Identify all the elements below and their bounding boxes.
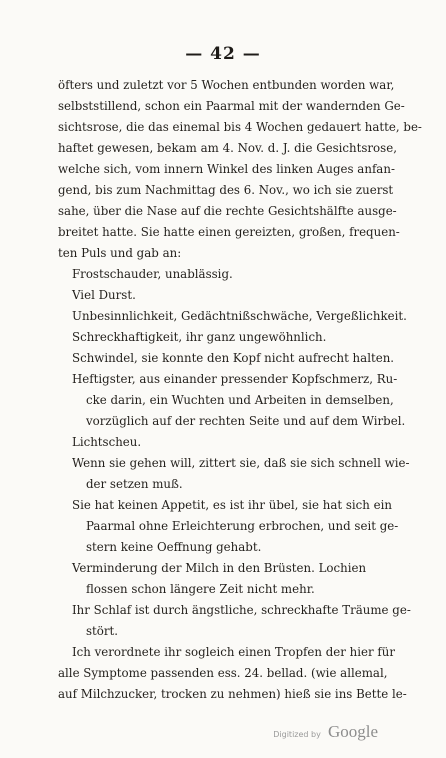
page-number: — 42 —: [185, 44, 261, 64]
text-line: selbststillend, schon ein Paarmal mit der wandernden Ge-: [58, 99, 405, 113]
text-line: Paarmal ohne Erleichterung erbrochen, und seit ge-: [86, 519, 399, 533]
watermark-prefix: Digitized by: [273, 730, 321, 739]
text-line: sahe, über die Nase auf die rechte Gesichtshälfte ausge-: [58, 204, 397, 218]
digitized-watermark: [273, 722, 378, 742]
text-line: Viel Durst.: [72, 288, 136, 302]
text-line: cke darin, ein Wuchten und Arbeiten in demselben,: [86, 393, 394, 407]
text-line: Ich verordnete ihr sogleich einen Tropfen der hier für: [72, 645, 395, 659]
text-line: Wenn sie gehen will, zittert sie, daß sie sich schnell wie-: [72, 456, 410, 470]
text-line: haftet gewesen, bekam am 4. Nov. d. J. die Gesichtsrose,: [58, 141, 397, 155]
text-line: Schwindel, sie konnte den Kopf nicht aufrecht halten.: [72, 351, 395, 365]
text-line: flossen schon längere Zeit nicht mehr.: [86, 582, 315, 596]
text-line: alle Symptome passenden ess. 24. bellad. (wie allemal,: [58, 666, 388, 680]
text-line: vorzüglich auf der rechten Seite und auf dem Wirbel.: [86, 414, 406, 428]
text-line: Ihr Schlaf ist durch ängstliche, schreckhafte Träume ge-: [72, 603, 411, 617]
watermark-brand: Google: [327, 722, 378, 741]
text-line: stern keine Oeffnung gehabt.: [86, 540, 262, 554]
text-line: sichtsrose, die das einemal bis 4 Wochen gedauert hatte, be-: [58, 120, 422, 134]
text-line: auf Milchzucker, trocken zu nehmen) hieß sie ins Bette le-: [58, 687, 407, 701]
text-line: breitet hatte. Sie hatte einen gereizten, großen, frequen-: [58, 225, 400, 239]
text-line: der setzen muß.: [86, 477, 183, 491]
text-line: Schreckhaftigkeit, ihr ganz ungewöhnlich.: [72, 330, 327, 344]
text-line: welche sich, vom innern Winkel des linken Auges anfan-: [58, 162, 395, 176]
text-line: ten Puls und gab an:: [58, 246, 182, 260]
text-line: Heftigster, aus einander pressender Kopfschmerz, Ru-: [72, 372, 398, 386]
text-line: gend, bis zum Nachmittag des 6. Nov., wo ich sie zuerst: [58, 183, 394, 197]
text-line: Sie hat keinen Appetit, es ist ihr übel, sie hat sich ein: [72, 498, 392, 512]
text-line: Frostschauder, unablässig.: [72, 267, 233, 281]
text-line: Lichtscheu.: [72, 435, 142, 449]
text-line: öfters und zuletzt vor 5 Wochen entbunden worden war,: [58, 78, 395, 92]
text-line: Unbesinnlichkeit, Gedächtnißschwäche, Vergeßlichkeit.: [72, 309, 407, 323]
text-line: Verminderung der Milch in den Brüsten. Lochien: [72, 561, 367, 575]
text-line: stört.: [86, 624, 119, 638]
